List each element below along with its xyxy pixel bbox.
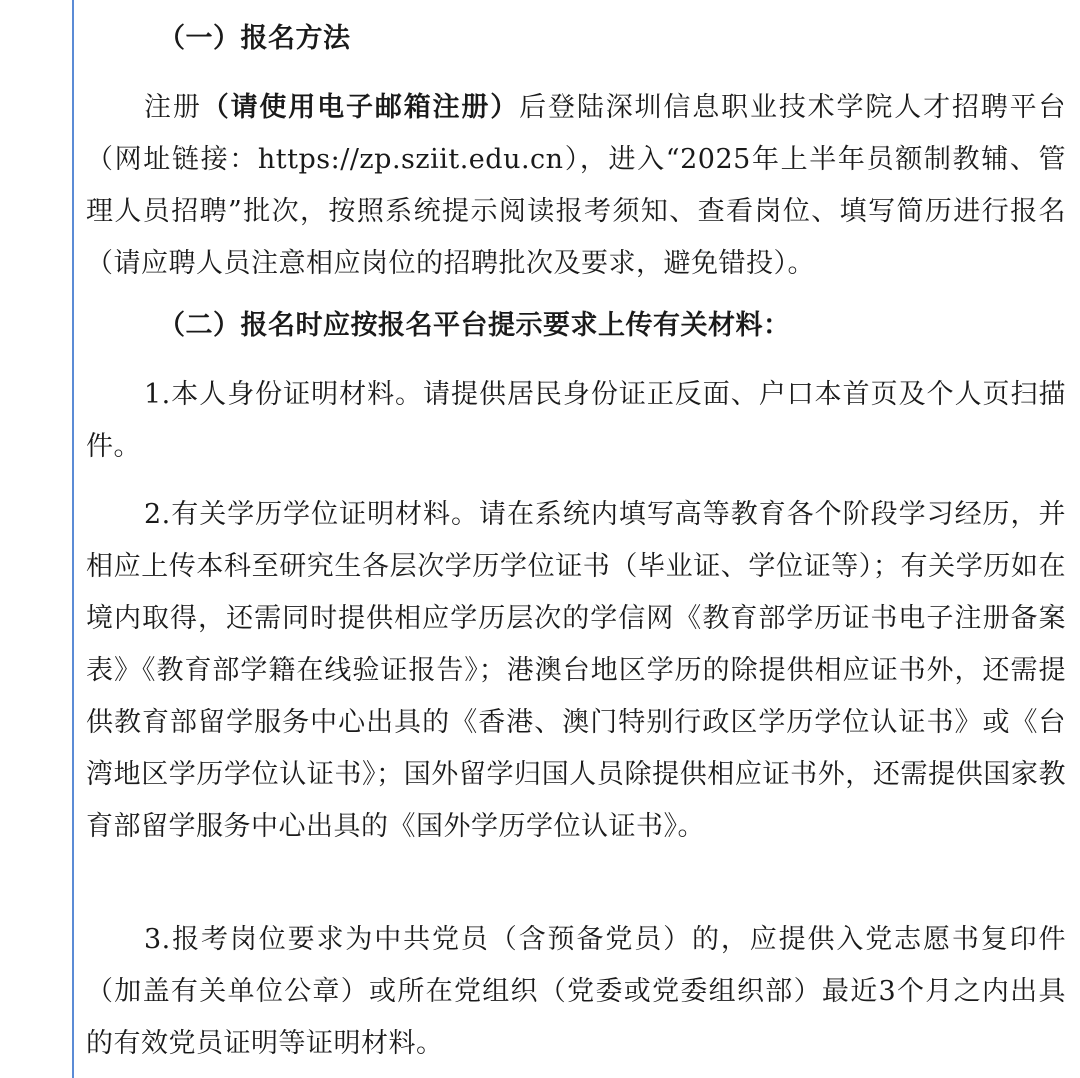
left-margin-rule [72,0,74,1078]
list-item-degree-materials: 2.有关学历学位证明材料。请在系统内填写高等教育各个阶段学习经历，并相应上传本科至研究生各层次学历学位证书（毕业证、学位证等）；有关学历如在境内取得，还需同时提供相应学历层次的学信网《教育部学历证书电子注册备案表》《教育部学籍在线验证报告》；港澳台地区学历的除提供相应证书外，还需提供教育部留学服务中心出具的《香港、澳门特别行政区学历学位认证书》或《台湾地区学历学位认证书》；国外留学归国人员除提供相应证书外，还需提供国家教育部留学服务中心出具的《国外学历学位认证书》。 [86,499,1066,842]
registration-prefix: 注册 [144,92,202,123]
list-item-party-member-materials: 3.报考岗位要求为中共党员（含预备党员）的，应提供入党志愿书复印件（加盖有关单位公章）或所在党组织（党委或党委组织部）最近3个月之内出具的有效党员证明等证明材料。 [86,924,1066,1059]
section-heading-upload-materials: （二）报名时应按报名平台提示要求上传有关材料： [158,310,791,341]
section-heading-registration-method: （一）报名方法 [158,23,351,54]
registration-instructions: 后登陆深圳信息职业技术学院人才招聘平台（网址链接：https://zp.sziit.edu.cn），进入“2025年上半年员额制教辅、管理人员招聘”批次，按照系统提示阅读报考须知、查看岗位、填写简历进行报名（请应聘人员注意相应岗位的招聘批次及要求，避免错投）。 [86,92,1067,279]
list-item-identity-materials: 1.本人身份证明材料。请提供居民身份证正反面、户口本首页及个人页扫描件。 [86,379,1066,462]
registration-email-note: （请使用电子邮箱注册） [201,92,520,123]
registration-method-paragraph [86,82,1066,290]
